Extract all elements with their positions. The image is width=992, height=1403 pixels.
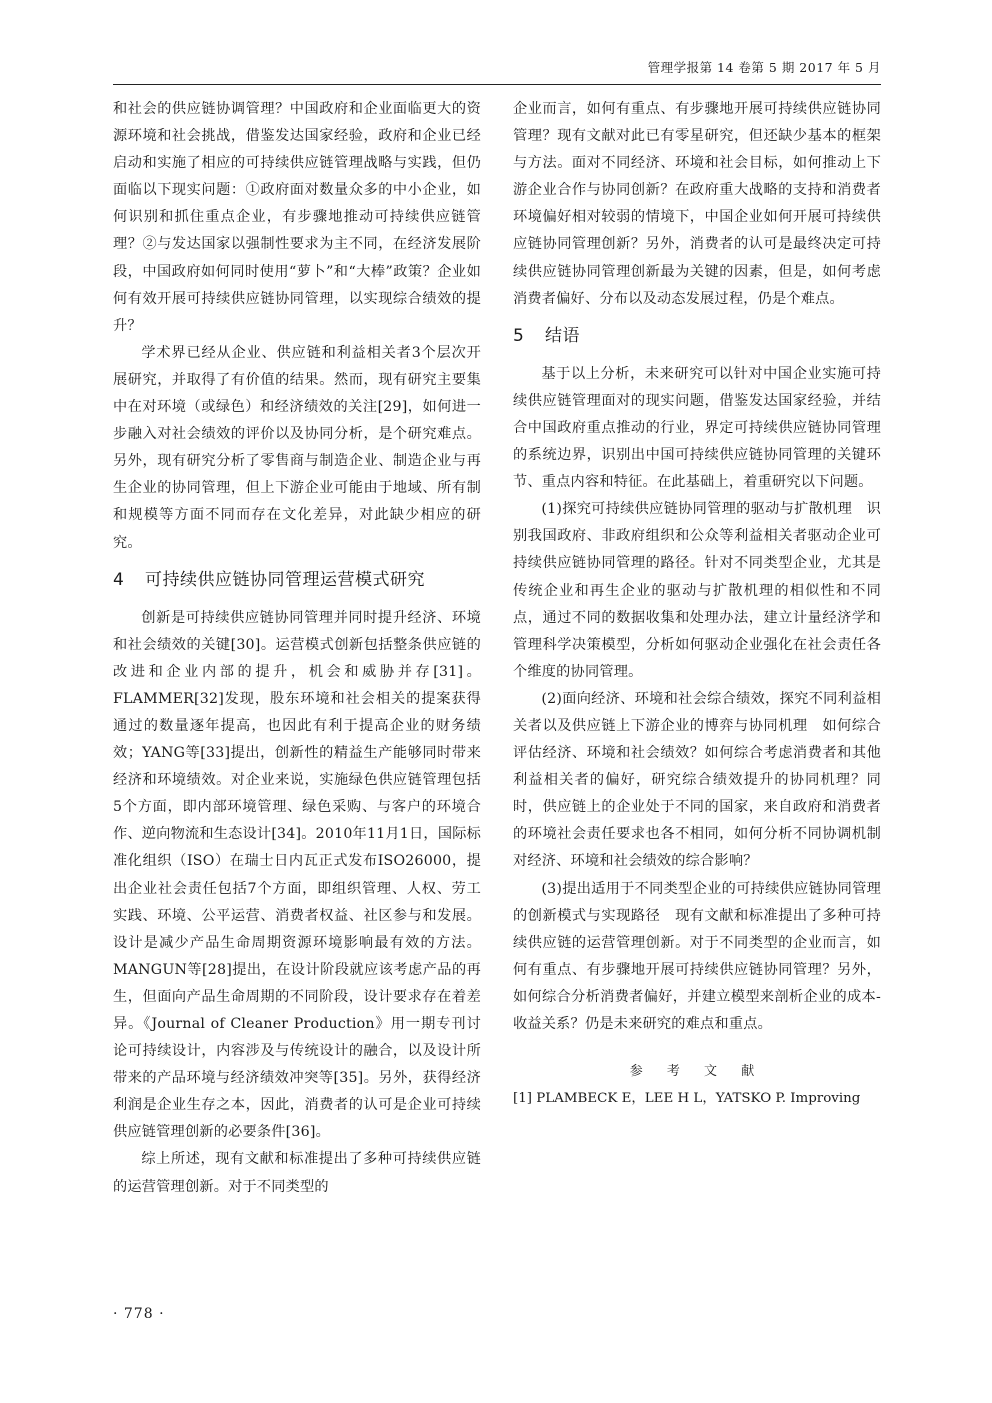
paragraph: 企业而言，如何有重点、有步骤地开展可持续供应链协同管理？现有文献对此已有零星研究，但还缺少基本的框架与方法。面对不同经济、环境和社会目标，如何推动上下游企业合作与协同创新？在政府重大战略的支持和消费者环境偏好相对较弱的情境下，中国企业如何开展可持续供应链协同管理创新？另外，消费者的认可是最终决定可持续供应链协同管理创新最为关键的因素，但是，如何考虑消费者偏好、分布以及动态发展过程，仍是个难点。 [513, 101, 881, 307]
paragraph: (2)面向经济、环境和社会综合绩效，探究不同利益相关者以及供应链上下游企业的博弈与协同机理 如何综合评估经济、环境和社会绩效？如何综合考虑消费者和其他利益相关者的偏好，研究综合绩效提升的协同机理？同时，供应链上的企业处于不同的国家，来自政府和消费者的环境社会责任要求也各不相同，如何分析不同协调机制对经济、环境和社会绩效的综合影响？ [513, 690, 881, 870]
section-number: 5 [513, 325, 525, 346]
section-title: 可持续供应链协同管理运营模式研究 [145, 569, 425, 590]
section-number: 4 [113, 569, 125, 590]
section-title: 结语 [545, 325, 580, 346]
references-heading: 参 考 文 献 [629, 1064, 765, 1080]
right-column [513, 96, 881, 1110]
reference-item: [1] PLAMBECK E，LEE H L，YATSKO P. Improving [513, 1091, 861, 1107]
journal-line: 管理学报第 14 卷第 5 期 2017 年 5 月 [647, 60, 881, 75]
paragraph: 学术界已经从企业、供应链和利益相关者3个层次开展研究，并取得了有价值的结果。然而，现有研究主要集中在对环境（或绿色）和经济绩效的关注[29]，如何进一步融入对社会绩效的评价以及协同分析，是个研究难点。另外，现有研究分析了零售商与制造企业、制造企业与再生企业的协同管理，但上下游企业可能由于地域、所有制和规模等方面不同而存在文化差异，对此缺少相应的研究。 [113, 344, 481, 551]
paragraph: 基于以上分析，未来研究可以针对中国企业实施可持续供应链管理面对的现实问题，借鉴发达国家经验，并结合中国政府重点推动的行业，界定可持续供应链协同管理的系统边界，识别出中国可持续供应链协同管理的关键环节、重点内容和特征。在此基础上，着重研究以下问题。 [513, 365, 881, 491]
paragraph: 综上所述，现有文献和标准提出了多种可持续供应链的运营管理创新。对于不同类型的 [113, 1151, 481, 1195]
paragraph: (1)探究可持续供应链协同管理的驱动与扩散机理 识别我国政府、非政府组织和公众等利益相关者驱动企业可持续供应链协同管理的路径。针对不同类型企业，尤其是传统企业和再生企业的驱动与扩散机理的相似性和不同点，通过不同的数据收集和处理办法，建立计量经济学和管理科学决策模型，分析如何驱动企业强化在社会责任各个维度的协同管理。 [513, 501, 881, 680]
section-heading-5 [513, 321, 881, 351]
running-header [113, 58, 881, 85]
left-column [113, 96, 481, 1201]
paragraph: 创新是可持续供应链协同管理并同时提升经济、环境和社会绩效的关键[30]。运营模式创新包括整条供应链的改进和企业内部的提升，机会和威胁并存[31]。FLAMMER[32]发现，股东环境和社会相关的提案获得通过的数量逐年提高，也因此有利于提高企业的财务绩效；YANG等[33]提出，创新性的精益生产能够同时带来经济和环境绩效。对企业来说，实施绿色供应链管理包括5个方面，即内部环境管理、绿色采购、与客户的环境合作、逆向物流和生态设计[34]。2010年11月1日，国际标准化组织（ISO）在瑞士日内瓦正式发布ISO26000，提出企业社会责任包括7个方面，即组织管理、人权、劳工实践、环境、公平运营、消费者权益、社区参与和发展。设计是减少产品生命周期资源环境影响最有效的方法。MANGUN等[28]提出，在设计阶段就应该考虑产品的再生，但面向产品生命周期的不同阶段，设计要求存在着差异。《Journal of Cleaner Production》用一期专刊讨论可持续设计，内容涉及与传统设计的融合，以及设计所带来的产品环境与经济绩效冲突等[35]。另外，获得经济利润是企业生存之本，因此，消费者的认可是企业可持续供应链管理创新的必要条件[36]。 [113, 609, 481, 1141]
section-heading-4 [113, 565, 481, 595]
paragraph: (3)提出适用于不同类型企业的可持续供应链协同管理的创新模式与实现路径 现有文献和标准提出了多种可持续供应链的运营管理创新。对于不同类型的企业而言，如何有重点、有步骤地开展可持续供应链协同管理？另外，如何综合分析消费者偏好，并建立模型来剖析企业的成本-收益关系？仍是未来研究的难点和重点。 [513, 880, 881, 1032]
paragraph: 和社会的供应链协调管理？中国政府和企业面临更大的资源环境和社会挑战，借鉴发达国家经验，政府和企业已经启动和实施了相应的可持续供应链管理战略与实践，但仍面临以下现实问题：①政府面对数量众多的中小企业，如何识别和抓住重点企业，有步骤地推动可持续供应链管理？②与发达国家以强制性要求为主不同，在经济发展阶段，中国政府如何同时使用“萝卜”和“大棒”政策？企业如何有效开展可持续供应链协同管理，以实现综合绩效的提升？ [113, 101, 481, 334]
page-number: · 778 · [113, 1306, 165, 1322]
